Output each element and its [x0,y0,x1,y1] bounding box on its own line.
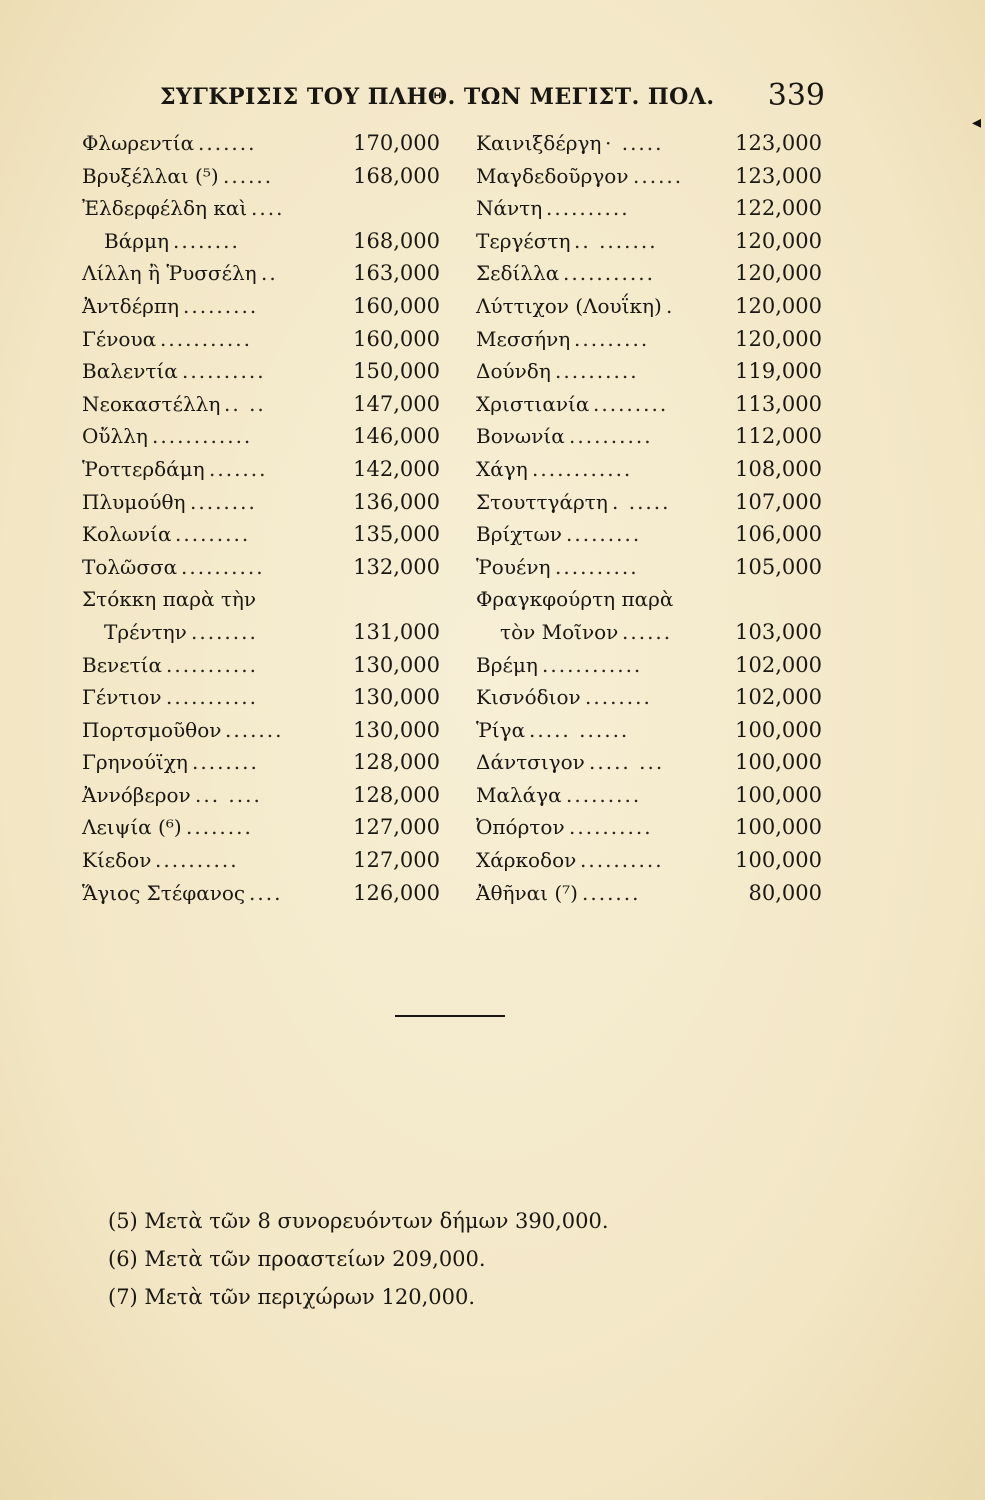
population-value: 100,000 [735,717,822,742]
city-name: Φραγκφούρτη παρὰ [476,587,674,612]
city-name: Ῥουένη [476,554,551,579]
city-row [82,551,440,584]
leader-dots: ........ [191,619,258,644]
city-row [82,127,440,160]
population-value: 122,000 [735,196,822,221]
population-value: 103,000 [735,619,822,644]
population-value: 136,000 [353,489,440,514]
running-title: ΣΥΓΚΡΙΣΙΣ ΤΟΥ ΠΛΗΘ. ΤΩΝ ΜΕΓΙΣΤ. ΠΟΛ. [160,84,715,110]
footnotes [108,1202,668,1316]
city-name: Ἐλδερφέλδη καὶ [82,196,248,221]
city-row [476,225,822,258]
leader-dots: .......... [182,359,266,384]
population-value: 150,000 [353,359,440,384]
margin-mark-icon: ◂ [972,112,982,133]
leader-dots: ......... [566,522,642,547]
city-row [476,388,822,421]
leader-dots: ....... [198,131,257,155]
population-value: 127,000 [353,848,440,873]
leader-dots: .......... [155,848,239,873]
leader-dots: · ..... [605,131,664,155]
city-name: Μαλάγα [476,782,562,807]
city-name: Πορτσμοῦθον [82,717,222,742]
leader-dots: .......... [555,359,639,384]
population-value: 163,000 [353,261,440,286]
leader-dots: ..... ...... [529,717,630,742]
population-value: 106,000 [735,522,822,547]
city-name: Ὀπόρτον [476,815,565,840]
population-value: 131,000 [353,619,440,644]
leader-dots: ....... [209,456,268,481]
city-row [82,323,440,356]
city-row [82,779,440,812]
city-name: Μεσσήνη [476,326,571,351]
city-name: Βενετία [82,652,162,677]
leader-dots: ............ [152,424,253,449]
leader-dots: ............ [532,456,633,481]
city-row [82,518,440,551]
city-name: Βονωνία [476,424,565,449]
city-name: Στόκκη παρὰ τὴν [82,587,257,612]
population-value: 100,000 [735,750,822,775]
city-row [82,616,440,649]
footnote-7: (7) Μετὰ τῶν περιχώρων 120,000. [108,1285,475,1309]
city-name: Δούνδη [476,359,551,384]
leader-dots: ........... [563,261,655,286]
city-name: Τεργέστη [476,228,571,253]
city-name: Κολωνία [82,522,172,547]
city-name: Χάγη [476,456,528,481]
city-row [82,388,440,421]
city-row [476,746,822,779]
leader-dots: .......... [569,424,653,449]
population-value: 107,000 [735,489,822,514]
leader-dots: ........... [166,652,258,677]
leader-dots: .. [261,261,278,286]
city-name: Τολῶσσα [82,554,178,579]
population-value: 100,000 [735,815,822,840]
population-value: 168,000 [353,228,440,253]
population-value: 100,000 [735,782,822,807]
population-value: 127,000 [353,815,440,840]
leader-dots: ........ [186,815,253,840]
right-city-column [476,127,822,909]
city-row [476,779,822,812]
city-row [82,225,440,258]
city-row [476,127,822,160]
leader-dots: ....... [225,717,284,742]
population-value: 170,000 [353,131,440,155]
city-row [82,290,440,323]
population-value: 102,000 [735,652,822,677]
city-row [82,714,440,747]
city-row [476,714,822,747]
population-value: 147,000 [353,391,440,416]
city-row [476,844,822,877]
city-row [476,616,822,649]
population-value: 120,000 [735,326,822,351]
footnote-6: (6) Μετὰ τῶν προαστείων 209,000. [108,1247,486,1271]
population-value: 130,000 [353,652,440,677]
city-name: Οὔλλη [82,424,148,449]
city-name: Χριστιανία [476,391,590,416]
city-name: Ἅγιος Στέφανος [82,880,246,905]
city-row [476,486,822,519]
city-row [82,453,440,486]
city-name: Χάρκοδον [476,848,577,873]
leader-dots: ...... [633,163,684,188]
left-city-column [82,127,440,909]
city-name: Κισνόδιον [476,685,581,710]
population-value: 142,000 [353,456,440,481]
city-name: Καινιξδέργη [476,131,602,155]
leader-dots: ......... [566,782,642,807]
footnote-5: (5) Μετὰ τῶν 8 συνορευόντων δήμων 390,000. [108,1209,609,1233]
population-value: 130,000 [353,685,440,710]
city-name: Βρυξέλλαι (⁵) [82,163,219,188]
section-divider [395,1015,505,1017]
city-row [82,257,440,290]
city-row [476,877,822,910]
city-name: Τρέντην [104,619,187,644]
page-header [160,78,825,118]
city-row [82,160,440,193]
city-name: Γένουα [82,326,157,351]
leader-dots: ............ [542,652,643,677]
population-value: 135,000 [353,522,440,547]
city-row [82,746,440,779]
leader-dots: ........... [166,685,258,710]
population-value: 120,000 [735,293,822,318]
leader-dots: ........ [190,489,257,514]
city-row [476,192,822,225]
population-value: 119,000 [735,359,822,384]
city-name: Φλωρεντία [82,131,195,155]
population-value: 112,000 [735,424,822,449]
population-value: 100,000 [735,848,822,873]
city-name: Πλυμούθη [82,489,186,514]
population-value: 102,000 [735,685,822,710]
leader-dots: ........ [173,228,240,253]
leader-dots: . ..... [612,489,671,514]
leader-dots: .......... [580,848,664,873]
leader-dots: ......... [593,391,669,416]
city-row [82,681,440,714]
population-value: 128,000 [353,750,440,775]
leader-dots: .... [249,880,283,905]
city-row [82,583,440,616]
city-row [82,649,440,682]
population-value: 80,000 [748,880,822,905]
population-value: 120,000 [735,261,822,286]
city-name: Νάντη [476,196,543,221]
city-name: Λειψία (⁶) [82,815,182,840]
population-value: 168,000 [353,163,440,188]
city-name: Ἀθῆναι (⁷) [476,880,578,905]
leader-dots: ........... [160,326,252,351]
leader-dots: ......... [175,522,251,547]
city-name: Λίλλη ἢ Ῥυσσέλη [82,261,257,286]
population-value: 160,000 [353,326,440,351]
city-row [476,811,822,844]
leader-dots: ..... ... [589,750,665,775]
population-value: 123,000 [735,131,822,155]
city-name: Λύττιχον (Λουΐκη) [476,293,662,318]
city-name: Ῥοττερδάμη [82,456,205,481]
city-row [82,192,440,225]
population-value: 113,000 [735,391,822,416]
leader-dots: .......... [555,554,639,579]
city-name: Βρέμη [476,652,538,677]
population-value: 132,000 [353,554,440,579]
leader-dots: .......... [181,554,265,579]
population-value: 130,000 [353,717,440,742]
leader-dots: .... [251,196,285,221]
leader-dots: ......... [183,293,259,318]
city-name: Βαλεντία [82,359,178,384]
city-name: Γρηνούϊχη [82,750,188,775]
population-value: 123,000 [735,163,822,188]
city-name: Βάρμη [104,228,169,253]
city-name: Μαγδεδοῦργον [476,163,629,188]
leader-dots: ... .... [195,782,262,807]
leader-dots: ......... [574,326,650,351]
city-name: Νεοκαστέλλη [82,391,221,416]
population-value: 108,000 [735,456,822,481]
city-name: Δάντσιγον [476,750,585,775]
city-row [476,420,822,453]
city-name: Στουττγάρτη [476,489,608,514]
city-row [82,877,440,910]
city-row [476,355,822,388]
population-value: 105,000 [735,554,822,579]
city-row [476,518,822,551]
leader-dots: .......... [569,815,653,840]
city-row [82,486,440,519]
leader-dots: ....... [582,880,641,905]
city-row [476,583,822,616]
population-value: 126,000 [353,880,440,905]
city-name: Σεδίλλα [476,261,560,286]
population-value: 120,000 [735,228,822,253]
page-number: 339 [767,78,825,113]
city-row [476,551,822,584]
city-row [82,420,440,453]
city-name: Βρίχτων [476,522,562,547]
city-row [476,323,822,356]
city-row [82,844,440,877]
city-name: Ἀντδέρπη [82,293,179,318]
leader-dots: .. ....... [574,228,658,253]
city-row [82,355,440,388]
leader-dots: ...... [223,163,274,188]
city-name: Γέντιον [82,685,162,710]
leader-dots: ........ [585,685,652,710]
city-row [476,681,822,714]
city-name: τὸν Μοῖνον [500,619,619,644]
population-value: 146,000 [353,424,440,449]
city-row [476,453,822,486]
city-row [476,290,822,323]
population-value: 128,000 [353,782,440,807]
city-name: Ῥίγα [476,717,526,742]
leader-dots: .......... [546,196,630,221]
city-row [82,811,440,844]
leader-dots: ...... [622,619,673,644]
city-row [476,649,822,682]
city-name: Κίεδον [82,848,152,873]
population-value: 160,000 [353,293,440,318]
city-name: Ἀννόβερον [82,782,191,807]
leader-dots: .. .. [224,391,266,416]
city-row [476,160,822,193]
leader-dots: . [666,293,675,318]
city-row [476,257,822,290]
leader-dots: ........ [192,750,259,775]
